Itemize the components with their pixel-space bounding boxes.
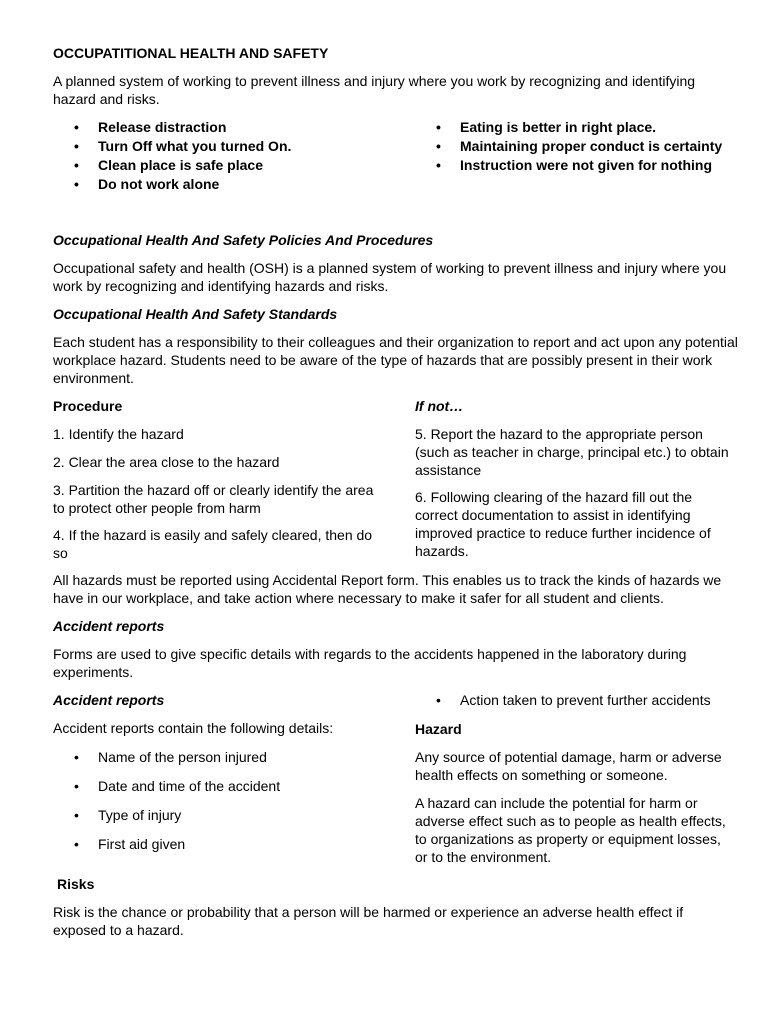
list-item: • Action taken to prevent further accidents	[415, 691, 735, 709]
risks-paragraph: Risk is the chance or probability that a person will be harmed or experience an adverse health effect if exposed to a hazard.	[53, 904, 684, 938]
risks-heading: Risks	[57, 876, 95, 892]
policies-paragraph: Occupational safety and health (OSH) is a planned system of working to prevent illness and injury where you work by recognizing and identifying hazards and risks.	[53, 260, 727, 294]
list-item: • Release distraction	[53, 118, 383, 137]
accident-reports-heading: Accident reports	[53, 618, 165, 634]
if-not-heading: If not…	[415, 398, 464, 414]
list-item: • Turn Off what you turned On.	[53, 137, 383, 156]
tips-list-right	[415, 118, 745, 175]
accident-details-list	[53, 748, 383, 864]
list-item: • Instruction were not given for nothing	[415, 156, 745, 175]
procedure-step: 2. Clear the area close to the hazard	[53, 454, 280, 470]
list-item: • Maintaining proper conduct is certainty	[415, 137, 745, 156]
list-item: • Name of the person injured	[53, 748, 383, 777]
list-item: • Eating is better in right place.	[415, 118, 745, 137]
intro-paragraph: A planned system of working to prevent illness and injury where you work by recognizing and identifying hazard and risks.	[53, 73, 696, 107]
all-hazards-paragraph: All hazards must be reported using Accidental Report form. This enables us to track the kinds of hazards we have in our workplace, and take action where necessary to make it safer for all student and clients.	[53, 572, 722, 606]
standards-heading: Occupational Health And Safety Standards	[53, 306, 338, 322]
tips-list-left	[53, 118, 383, 194]
accident-reports-paragraph: Forms are used to give specific details with regards to the accidents happened in the laboratory during experiments.	[53, 646, 687, 680]
hazard-paragraph: A hazard can include the potential for harm or adverse effect such as to people as health effects, to organizations as property or equipment losses, or to the environment.	[415, 795, 726, 865]
list-item: • Do not work alone	[53, 175, 383, 194]
accident-reports-details-heading: Accident reports	[53, 692, 165, 708]
document-title: OCCUPATITIONAL HEALTH AND SAFETY	[53, 45, 329, 61]
accident-reports-details-intro: Accident reports contain the following details:	[53, 720, 334, 736]
standards-paragraph: Each student has a responsibility to their colleagues and their organization to report and act upon any potential workplace hazard. Students need to be aware of the type of hazards that are possibly present in their work environment.	[53, 334, 738, 386]
hazard-heading: Hazard	[415, 721, 462, 737]
policies-heading: Occupational Health And Safety Policies And Procedures	[53, 232, 434, 248]
list-item: • Date and time of the accident	[53, 777, 383, 806]
procedure-step: 5. Report the hazard to the appropriate person (such as teacher in charge, principal etc.) to obtain assistance	[415, 426, 729, 478]
procedure-step: 4. If the hazard is easily and safely cleared, then do so	[53, 527, 373, 561]
accident-details-list-continued	[415, 691, 735, 709]
list-item: • Clean place is safe place	[53, 156, 383, 175]
procedure-heading: Procedure	[53, 398, 123, 414]
list-item: • First aid given	[53, 835, 383, 864]
procedure-step: 1. Identify the hazard	[53, 426, 184, 442]
procedure-step: 6. Following clearing of the hazard fill out the correct documentation to assist in identifying improved practice to reduce further incidence of hazards.	[415, 489, 711, 559]
list-item: • Type of injury	[53, 806, 383, 835]
hazard-paragraph: Any source of potential damage, harm or adverse health effects on something or someone.	[415, 749, 722, 783]
procedure-step: 3. Partition the hazard off or clearly identify the area to protect other people from harm	[53, 482, 374, 516]
